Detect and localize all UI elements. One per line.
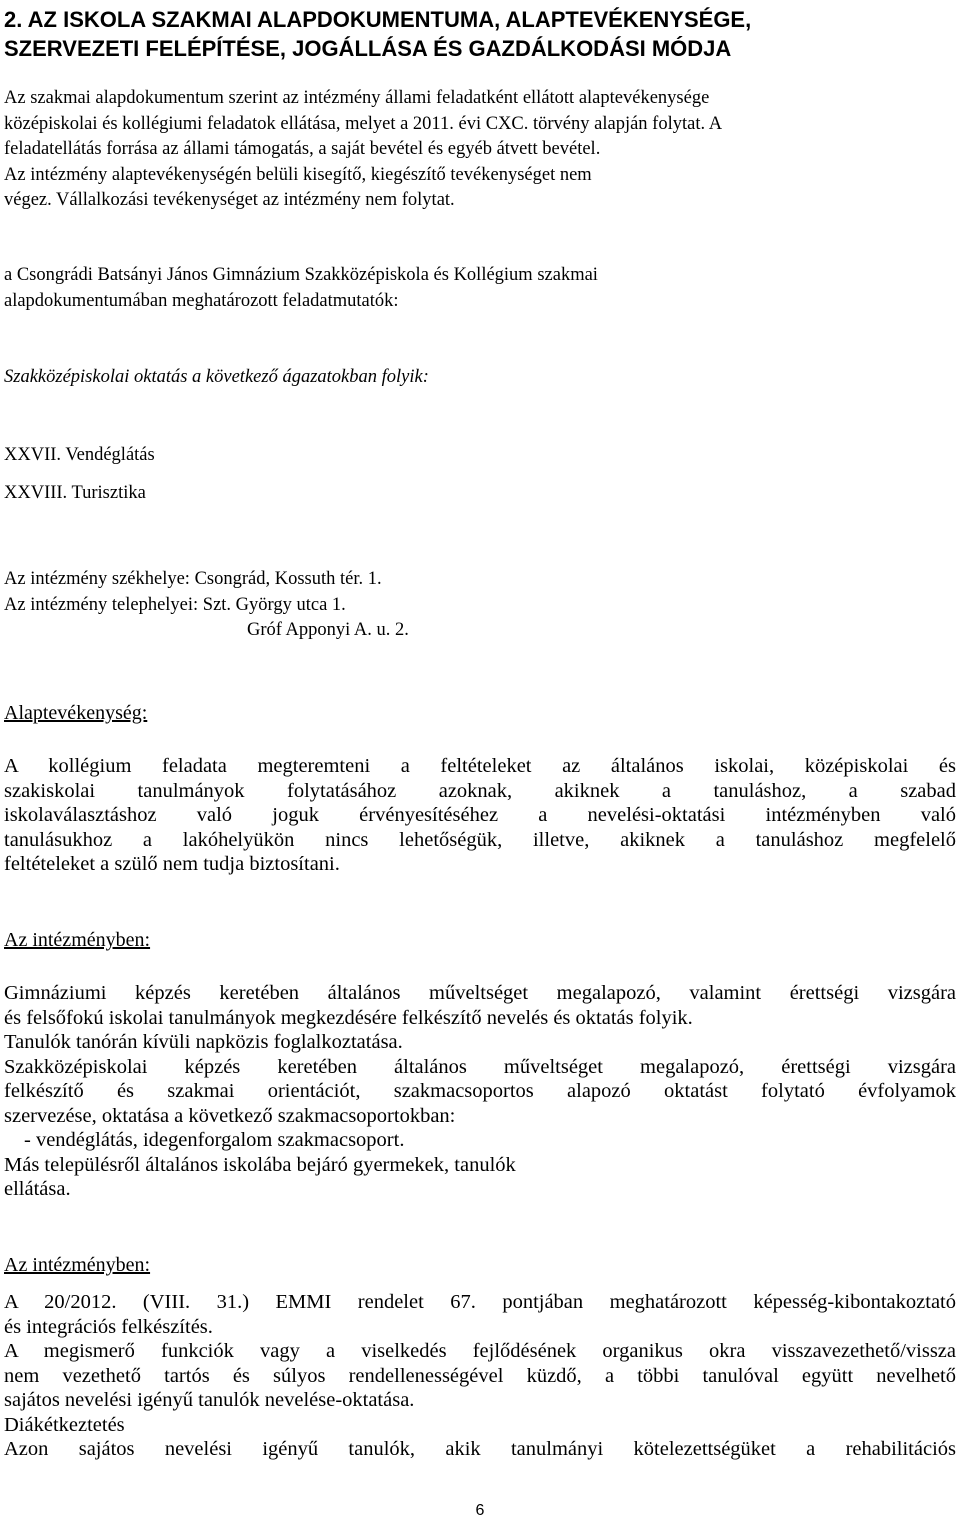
site-address: Az intézmény telephelyei: Szt. György utca 1.	[4, 594, 346, 615]
text-line: és integrációs felkészítés.	[4, 1315, 213, 1338]
text-line: iskolaválasztáshoz való joguk érvényesítéséhez a nevelési-oktatási intézményben való	[4, 804, 956, 826]
text-line: feladatellátás forrása az állami támogatás, a saját bevétel és egyéb átvett bevétel.	[4, 139, 601, 159]
text-line: nem vezethető tartós és súlyos rendellenességével küzdő, a többi tanulóval együtt nevelhető	[4, 1364, 956, 1387]
text-line: a Csongrádi Batsányi János Gimnázium Szakközépiskola és Kollégium szakmai	[4, 265, 598, 285]
text-line: Más településről általános iskolába bejáró gyermekek, tanulók	[4, 1153, 516, 1176]
text-line: végez. Vállalkozási tevékenységet az intézmény nem folytat.	[4, 190, 455, 210]
heading-line: SZERVEZETI FELÉPÍTÉSE, JOGÁLLÁSA ÉS GAZDÁLKODÁSI MÓDJA	[4, 36, 732, 61]
text-line: és felsőfokú iskolai tanulmányok megkezdésére felkészítő nevelés és oktatás folyik.	[4, 1006, 693, 1029]
seat-address: Az intézmény székhelye: Csongrád, Kossuth tér. 1.	[4, 569, 382, 589]
site-address: Gróf Apponyi A. u. 2.	[247, 620, 409, 640]
section-heading	[4, 5, 954, 63]
core-activity-title: Alaptevékenység:	[4, 702, 148, 724]
institution-paragraph	[4, 981, 956, 1202]
text-line: sajátos nevelési igényű tanulók nevelése-oktatása.	[4, 1389, 415, 1411]
page-number: 6	[475, 1502, 485, 1519]
text-line: tanulásukhoz a lakóhelyükön nincs lehetőségük, illetve, akiknek a tanuláshoz megfelelő	[4, 828, 956, 851]
text-line: Az intézmény alaptevékenységén belüli kisegítő, kiegészítő tevékenységet nem	[4, 164, 592, 185]
sector-item: XXVIII. Turisztika	[4, 483, 146, 503]
text-line: Gimnáziumi képzés keretében általános műveltséget megalapozó, valamint érettségi vizsgára	[4, 982, 956, 1004]
core-activity-paragraph	[4, 754, 956, 877]
sector-item: XXVII. Vendéglátás	[4, 445, 155, 465]
text-line: Az szakmai alapdokumentum szerint az intézmény állami feladatként ellátott alaptevékenysége	[4, 88, 710, 108]
text-line: alapdokumentumában meghatározott feladatmutatók:	[4, 290, 399, 311]
text-line: felkészítő és szakmai orientációt, szakmacsoportos alapozó oktatást folytató évfolyamok	[4, 1080, 956, 1102]
addresses-block	[4, 567, 956, 644]
institution-title: Az intézményben:	[4, 929, 151, 951]
heading-line: 2. AZ ISKOLA SZAKMAI ALAPDOKUMENTUMA, ALAPTEVÉKENYSÉGE,	[4, 7, 752, 32]
text-line: Szakközépiskolai képzés keretében általános műveltséget megalapozó, érettségi vizsgára	[4, 1055, 956, 1078]
text-line: középiskolai és kollégiumi feladatok ellátása, melyet a 2011. évi CXC. törvény alapján folytat. A	[4, 113, 723, 134]
text-line: Tanulók tanórán kívüli napközis foglalkoztatása.	[4, 1031, 403, 1053]
text-line: A 20/2012. (VIII. 31.) EMMI rendelet 67. pontjában meghatározott képesség-kibontakoztató	[4, 1291, 956, 1313]
text-line: A kollégium feladata megteremteni a feltételeket az általános iskolai, középiskolai és	[4, 755, 956, 777]
intro-paragraph	[4, 86, 956, 214]
school-tasks-paragraph	[4, 263, 956, 314]
bullet-item: - vendéglátás, idegenforgalom szakmacsoport.	[24, 1129, 405, 1151]
text-line: A megismerő funkciók vagy a viselkedés fejlődésének organikus okra visszavezethető/vissza	[4, 1340, 956, 1362]
text-line: szervezése, oktatása a következő szakmacsoportokban:	[4, 1104, 456, 1127]
institution-paragraph	[4, 1290, 956, 1462]
text-line: ellátása.	[4, 1178, 71, 1200]
institution-title: Az intézményben:	[4, 1254, 151, 1276]
text-line: Diákétkeztetés	[4, 1413, 125, 1436]
sectors-intro: Szakközépiskolai oktatás a következő ágazatokban folyik:	[4, 367, 429, 387]
text-line: szakiskolai tanulmányok folytatásához azoknak, akiknek a tanuláshoz, a szabad	[4, 779, 956, 802]
text-line: feltételeket a szülő nem tudja biztosítani.	[4, 853, 340, 875]
text-line: Azon sajátos nevelési igényű tanulók, akik tanulmányi kötelezettségüket a rehabilitációs	[4, 1438, 956, 1460]
